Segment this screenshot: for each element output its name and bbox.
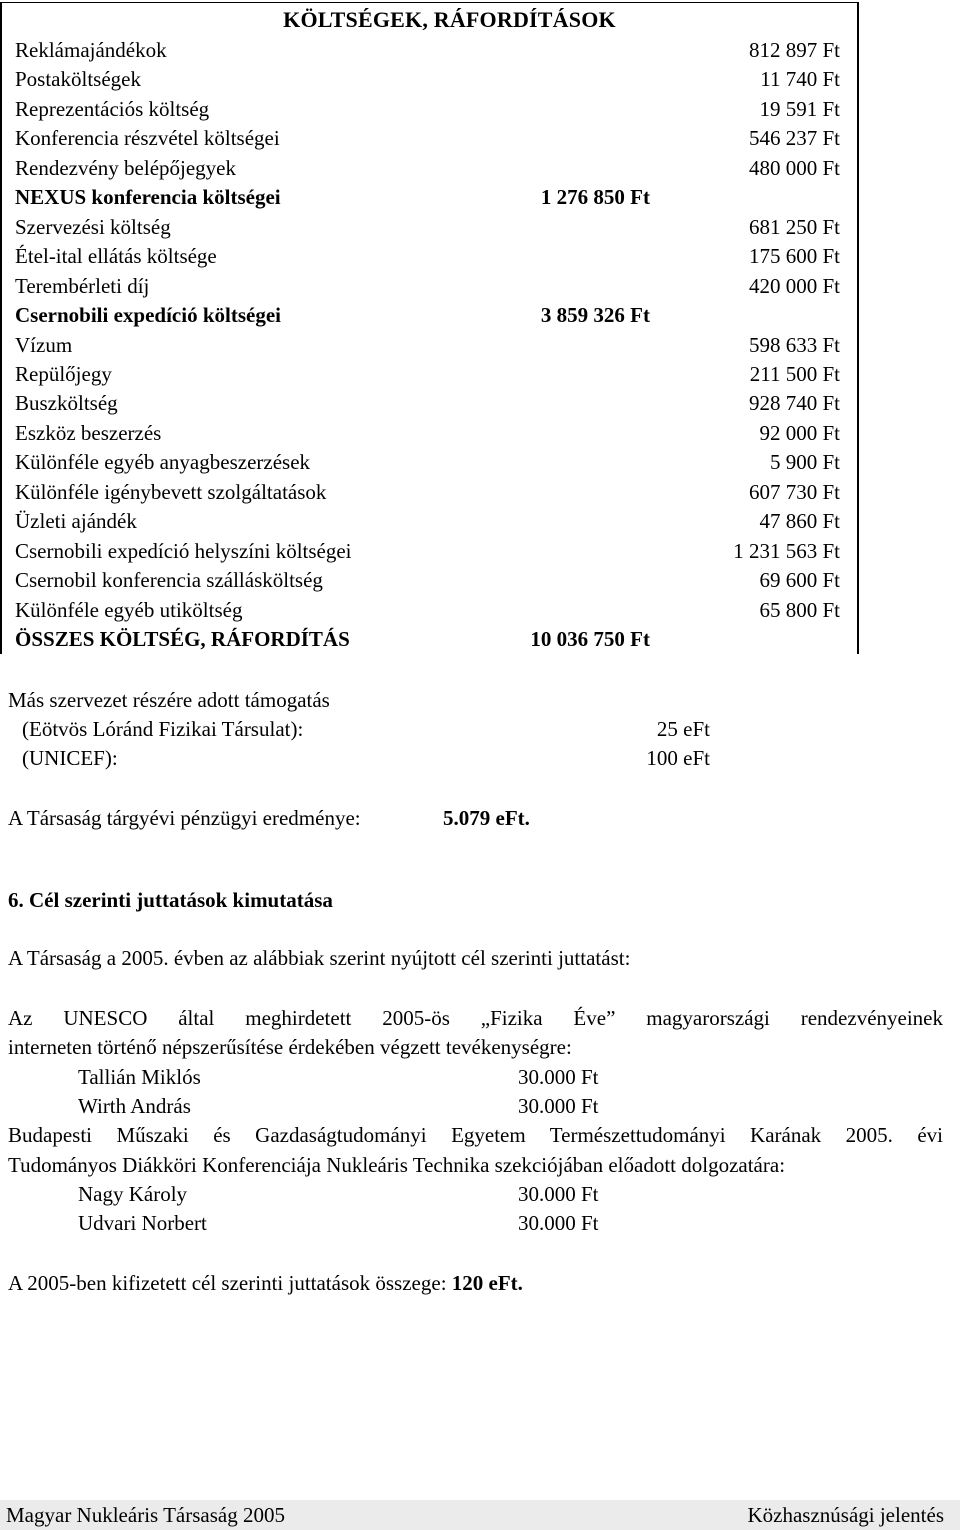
table-title: KÖLTSÉGEK, RÁFORDÍTÁSOK xyxy=(283,7,616,32)
total-label: A 2005-ben kifizetett cél szerinti juttatások összege: xyxy=(8,1271,447,1295)
result-label: A Társaság tárgyévi pénzügyi eredménye: xyxy=(8,806,361,830)
support-label-1: (Eötvös Lóránd Fizikai Társulat): xyxy=(22,717,304,741)
row-amount: 681 250 Ft xyxy=(748,214,840,239)
recipient-name-3: Nagy Károly xyxy=(78,1182,188,1206)
row-label: NEXUS konferencia költségei xyxy=(15,185,281,210)
table-row xyxy=(2,333,857,362)
result-value: 5.079 eFt. xyxy=(443,806,530,830)
row-label: Csernobil konferencia szállásköltség xyxy=(15,568,323,593)
row-amount: 69 600 Ft xyxy=(759,568,840,593)
row-label: Különféle egyéb utiköltség xyxy=(15,597,243,622)
table-row xyxy=(2,97,857,126)
row-label: Konferencia részvétel költségei xyxy=(15,126,280,151)
section6-intro: A Társaság a 2005. évben az alábbiak szerint nyújtott cél szerinti juttatást: xyxy=(8,946,631,970)
recipient-amount-2: 30.000 Ft xyxy=(518,1094,599,1118)
table-row xyxy=(2,568,857,597)
row-amount: 480 000 Ft xyxy=(748,155,840,180)
para2-line2: Tudományos Diákköri Konferenciája Nukleáris Technika szekciójában előadott dolgozatára: xyxy=(8,1153,786,1177)
page-footer xyxy=(0,1500,960,1530)
table-row xyxy=(2,38,857,67)
row-label: Vízum xyxy=(15,332,73,357)
row-subtotal: 1 276 850 Ft xyxy=(540,185,650,210)
total-value: 120 eFt. xyxy=(451,1271,523,1295)
para1-line1: Az UNESCO által meghirdetett 2005-ös „Fizika Éve” magyarországi rendezvényeinek xyxy=(8,1006,943,1030)
support-amount-1: 25 eFt xyxy=(656,717,710,741)
recipient-name-4: Udvari Norbert xyxy=(78,1211,207,1235)
row-amount: 1 231 563 Ft xyxy=(733,538,840,563)
row-amount: 175 600 Ft xyxy=(748,244,840,269)
row-label: Terembérleti díj xyxy=(15,273,150,298)
row-amount: 47 860 Ft xyxy=(759,509,840,534)
recipient-amount-4: 30.000 Ft xyxy=(518,1211,599,1235)
row-amount: 92 000 Ft xyxy=(759,420,840,445)
row-label: Reklámajándékok xyxy=(15,38,167,62)
row-label: Rendezvény belépőjegyek xyxy=(15,155,236,180)
row-amount: 928 740 Ft xyxy=(748,391,840,416)
table-row xyxy=(2,450,857,479)
footer-report-title: Közhasznúsági jelentés xyxy=(747,1503,944,1527)
footer-org: Magyar Nukleáris Társaság 2005 xyxy=(6,1503,285,1527)
row-subtotal: 3 859 326 Ft xyxy=(540,303,650,328)
row-label: Csernobili expedíció költségei xyxy=(15,303,281,328)
table-row xyxy=(2,244,857,273)
table-row xyxy=(2,539,857,568)
row-label: Repülőjegy xyxy=(15,361,112,386)
row-amount: 812 897 Ft xyxy=(748,38,840,62)
recipient-amount-1: 30.000 Ft xyxy=(518,1065,599,1089)
support-amount-2: 100 eFt xyxy=(646,746,710,770)
row-amount: 546 237 Ft xyxy=(748,126,840,151)
row-label: Étel-ital ellátás költsége xyxy=(15,244,217,269)
recipient-amount-3: 30.000 Ft xyxy=(518,1182,599,1206)
table-row xyxy=(2,185,857,214)
table-row xyxy=(2,598,857,627)
support-label-2: (UNICEF): xyxy=(22,746,118,770)
row-label: Eszköz beszerzés xyxy=(15,420,162,445)
table-row xyxy=(2,509,857,538)
row-amount: 420 000 Ft xyxy=(748,273,840,298)
row-amount: 19 591 Ft xyxy=(759,96,840,121)
para2-line1: Budapesti Műszaki és Gazdaságtudományi Egyetem Természettudományi Karának 2005. évi xyxy=(8,1123,943,1147)
table-row xyxy=(2,274,857,303)
total-line xyxy=(8,1271,523,1296)
row-label: Reprezentációs költség xyxy=(15,96,210,121)
section6-heading: 6. Cél szerinti juttatások kimutatása xyxy=(8,888,333,912)
row-label: Szervezési költség xyxy=(15,214,171,239)
row-label: Különféle igénybevett szolgáltatások xyxy=(15,479,327,504)
recipient-name-2: Wirth András xyxy=(78,1094,191,1118)
row-amount: 211 500 Ft xyxy=(749,361,840,386)
table-row xyxy=(2,67,857,96)
table-row xyxy=(2,303,857,332)
table-row xyxy=(2,362,857,391)
table-row xyxy=(2,480,857,509)
row-label: Buszköltség xyxy=(15,391,118,416)
table-row xyxy=(2,391,857,420)
table-row xyxy=(2,627,857,656)
table-row xyxy=(2,215,857,244)
recipient-name-1: Tallián Miklós xyxy=(78,1065,201,1089)
row-amount: 598 633 Ft xyxy=(748,332,840,357)
row-amount: 607 730 Ft xyxy=(748,479,840,504)
table-row xyxy=(2,126,857,155)
row-label: ÖSSZES KÖLTSÉG, RÁFORDÍTÁS xyxy=(15,627,350,651)
support-heading: Más szervezet részére adott támogatás xyxy=(8,688,330,712)
table-row xyxy=(2,421,857,450)
row-subtotal: 10 036 750 Ft xyxy=(530,627,650,651)
row-label: Különféle egyéb anyagbeszerzések xyxy=(15,450,311,475)
para1-line2: interneten történő népszerűsítése érdekében végzett tevékenységre: xyxy=(8,1035,572,1059)
row-amount: 65 800 Ft xyxy=(759,597,840,622)
row-label: Csernobili expedíció helyszíni költségei xyxy=(15,538,352,563)
costs-table xyxy=(0,2,859,654)
row-label: Postaköltségek xyxy=(15,67,141,92)
row-amount: 5 900 Ft xyxy=(769,450,840,475)
row-amount: 11 740 Ft xyxy=(760,67,840,92)
table-row xyxy=(2,156,857,185)
row-label: Üzleti ajándék xyxy=(15,509,137,534)
